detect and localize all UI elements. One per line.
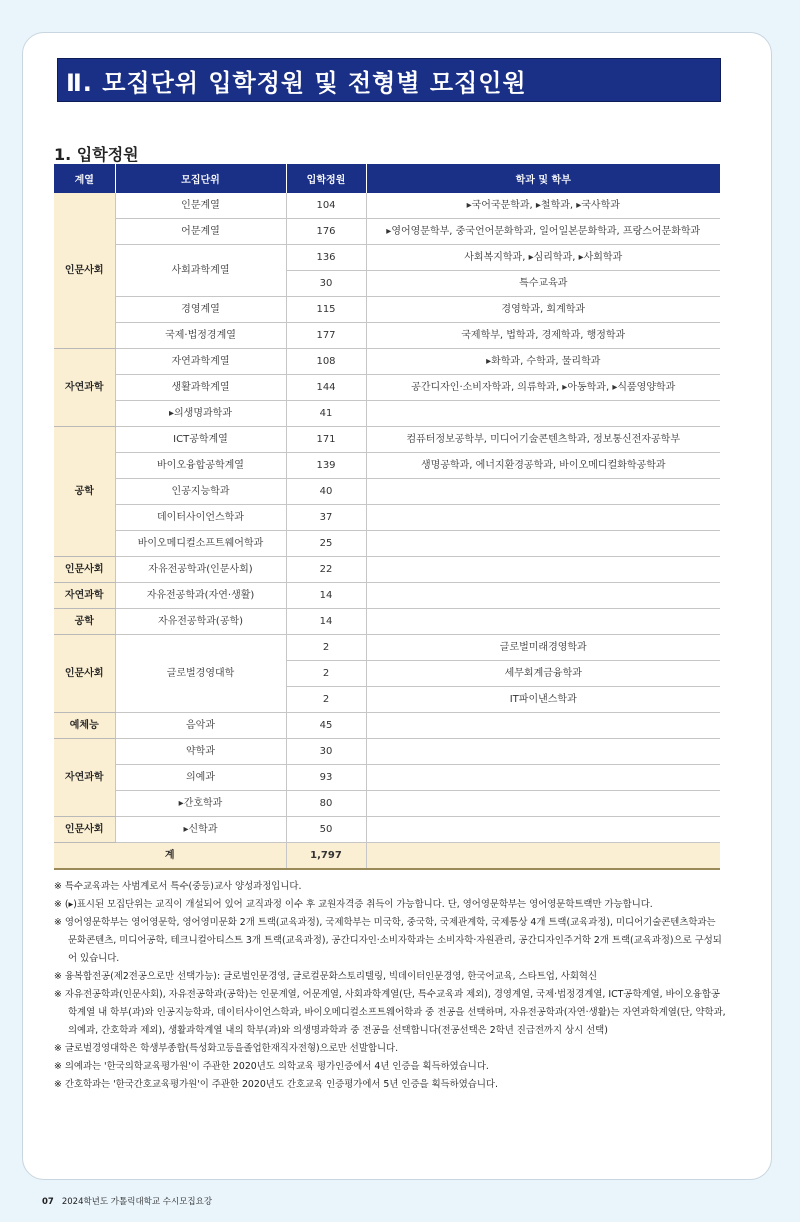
note-item: ※ 융복합전공(제2전공으로만 선택가능): 글로벌인문경영, 글로컬문화스토리텔링, 빅데이터인문경영, 한국어교육, 스타트업, 사회혁신 bbox=[54, 971, 598, 982]
unit-cell: 의예과 bbox=[115, 765, 286, 791]
total-row bbox=[54, 843, 720, 870]
header-cell: 입학정원 bbox=[286, 164, 366, 193]
category-cell: 공학 bbox=[54, 427, 115, 557]
quota-cell: 80 bbox=[286, 791, 366, 817]
quota-cell: 22 bbox=[286, 557, 366, 583]
quota-cell: 171 bbox=[286, 427, 366, 453]
table-row bbox=[54, 739, 720, 765]
note-item: ※ (▸)표시된 모집단위는 교직이 개설되어 있어 교직과정 이수 후 교원자격증 취득이 가능합니다. 단, 영어영문학부는 영어영문학트랙만 가능합니다. bbox=[54, 899, 653, 910]
departments-cell: 생명공학과, 에너지환경공학과, 바이오메디컬화학공학과 bbox=[366, 453, 720, 479]
unit-cell: 어문계열 bbox=[115, 219, 286, 245]
category-cell: 공학 bbox=[54, 609, 115, 635]
departments-cell bbox=[366, 583, 720, 609]
table-row bbox=[54, 453, 720, 479]
quota-cell: 104 bbox=[286, 193, 366, 219]
departments-cell: ▸화학과, 수학과, 물리학과 bbox=[366, 349, 720, 375]
table-row bbox=[54, 583, 720, 609]
table-body bbox=[54, 193, 720, 869]
note-item: ※ 글로벌경영대학은 학생부종합(특성화고등을졸업한재직자전형)으로만 선발합니다. bbox=[54, 1043, 399, 1054]
total-label: 계 bbox=[54, 843, 286, 870]
unit-cell: ▸신학과 bbox=[115, 817, 286, 843]
unit-cell: 바이오융합공학계열 bbox=[115, 453, 286, 479]
departments-cell: ▸영어영문학부, 중국언어문화학과, 일어일본문화학과, 프랑스어문화학과 bbox=[366, 219, 720, 245]
unit-cell: 생활과학계열 bbox=[115, 375, 286, 401]
quota-cell: 40 bbox=[286, 479, 366, 505]
quota-cell: 139 bbox=[286, 453, 366, 479]
departments-cell bbox=[366, 505, 720, 531]
category-cell: 자연과학 bbox=[54, 739, 115, 817]
table-row bbox=[54, 245, 720, 271]
departments-cell bbox=[366, 765, 720, 791]
quota-cell: 93 bbox=[286, 765, 366, 791]
departments-cell: 특수교육과 bbox=[366, 271, 720, 297]
departments-cell bbox=[366, 791, 720, 817]
note-item: ※ 특수교육과는 사범계로서 특수(중등)교사 양성과정입니다. bbox=[54, 881, 302, 892]
quota-cell: 14 bbox=[286, 583, 366, 609]
quota-cell: 50 bbox=[286, 817, 366, 843]
table-row bbox=[54, 297, 720, 323]
table-row bbox=[54, 713, 720, 739]
unit-cell: ICT공학계열 bbox=[115, 427, 286, 453]
category-cell: 인문사회 bbox=[54, 557, 115, 583]
table-row bbox=[54, 817, 720, 843]
quota-cell: 2 bbox=[286, 661, 366, 687]
note-item: ※ 자유전공학과(인문사회), 자유전공학과(공학)는 인문계열, 어문계열, 사회과학계열(단, 특수교육과 제외), 경영계열, 국제·법정경계열, ICT공학계열, 바이오융합공학계열 내 학부(과)와 인공지능학과, 데이터사이언스학과, 바이오메디컬소프트웨어학과 중 전공을 선택하며, 자유전공학과(자연·생활)는 자연과학계열(단, 약학과, 의예과, 간호학과 제외), 생활과학계열 내의 학부(과)와 의생명과학과 중 전공을 선택합니다(전공선택은 2학년 진급전까지 상시 선택) bbox=[54, 989, 726, 1036]
category-cell: 예체능 bbox=[54, 713, 115, 739]
table-row bbox=[54, 791, 720, 817]
departments-cell bbox=[366, 817, 720, 843]
table-row bbox=[54, 609, 720, 635]
unit-cell: 인문계열 bbox=[115, 193, 286, 219]
header-cell: 학과 및 학부 bbox=[366, 164, 720, 193]
chapter-title-bar bbox=[57, 58, 721, 102]
quota-cell: 108 bbox=[286, 349, 366, 375]
departments-cell bbox=[366, 557, 720, 583]
quota-cell: 30 bbox=[286, 271, 366, 297]
category-cell: 인문사회 bbox=[54, 635, 115, 713]
departments-cell bbox=[366, 401, 720, 427]
unit-cell: 경영계열 bbox=[115, 297, 286, 323]
unit-cell: 글로벌경영대학 bbox=[115, 635, 286, 713]
departments-cell bbox=[366, 531, 720, 557]
total-empty-cell bbox=[366, 843, 720, 870]
category-cell: 인문사회 bbox=[54, 817, 115, 843]
departments-cell: 사회복지학과, ▸심리학과, ▸사회학과 bbox=[366, 245, 720, 271]
unit-cell: 자유전공학과(인문사회) bbox=[115, 557, 286, 583]
page-number: 07 bbox=[42, 1197, 54, 1207]
table-row bbox=[54, 765, 720, 791]
table-row bbox=[54, 193, 720, 219]
notes-block bbox=[54, 878, 726, 1094]
quota-cell: 136 bbox=[286, 245, 366, 271]
table-row bbox=[54, 531, 720, 557]
note-item: ※ 간호학과는 '한국간호교육평가원'이 주관한 2020년도 간호교육 인증평가에서 5년 인증을 획득하였습니다. bbox=[54, 1079, 498, 1090]
header-cell: 계열 bbox=[54, 164, 115, 193]
table-row bbox=[54, 635, 720, 661]
quota-cell: 30 bbox=[286, 739, 366, 765]
section-heading: 1. 입학정원 bbox=[54, 145, 139, 164]
unit-cell: ▸간호학과 bbox=[115, 791, 286, 817]
table-header-row bbox=[54, 164, 720, 193]
departments-cell: 국제학부, 법학과, 경제학과, 행정학과 bbox=[366, 323, 720, 349]
table-row bbox=[54, 557, 720, 583]
total-value: 1,797 bbox=[286, 843, 366, 870]
table-row bbox=[54, 479, 720, 505]
quota-cell: 144 bbox=[286, 375, 366, 401]
note-item: ※ 의예과는 '한국의학교육평가원'이 주관한 2020년도 의학교육 평가인증에서 4년 인증을 획득하였습니다. bbox=[54, 1061, 489, 1072]
table-row bbox=[54, 219, 720, 245]
category-cell: 자연과학 bbox=[54, 583, 115, 609]
quota-cell: 41 bbox=[286, 401, 366, 427]
table-row bbox=[54, 349, 720, 375]
chapter-title: Ⅱ. 모집단위 입학정원 및 전형별 모집인원 bbox=[66, 68, 527, 97]
unit-cell: 바이오메디컬소프트웨어학과 bbox=[115, 531, 286, 557]
departments-cell: 세무회계금융학과 bbox=[366, 661, 720, 687]
table-row bbox=[54, 505, 720, 531]
unit-cell: ▸의생명과학과 bbox=[115, 401, 286, 427]
unit-cell: 약학과 bbox=[115, 739, 286, 765]
departments-cell: 경영학과, 회계학과 bbox=[366, 297, 720, 323]
unit-cell: 음악과 bbox=[115, 713, 286, 739]
table-row bbox=[54, 375, 720, 401]
quota-cell: 2 bbox=[286, 687, 366, 713]
unit-cell: 사회과학계열 bbox=[115, 245, 286, 297]
quota-cell: 14 bbox=[286, 609, 366, 635]
admission-quota-table bbox=[54, 164, 720, 870]
departments-cell bbox=[366, 479, 720, 505]
page-footer bbox=[42, 1195, 212, 1207]
table-row bbox=[54, 323, 720, 349]
note-item: ※ 영어영문학부는 영어영문학, 영어영미문화 2개 트랙(교육과정), 국제학부는 미국학, 중국학, 국제관계학, 국제통상 4개 트랙(교육과정), 미디어기술콘텐츠학과는 문화콘텐츠, 미디어공학, 테크니컬아티스트 3개 트랙(교육과정), 공간디자인·소비자학과는 소비자학·자원관리, 공간디자인주거학 2개 트랙(교육과정)으로 구성되어 있습니다. bbox=[54, 917, 722, 964]
departments-cell: ▸국어국문학과, ▸철학과, ▸국사학과 bbox=[366, 193, 720, 219]
quota-cell: 115 bbox=[286, 297, 366, 323]
category-cell: 자연과학 bbox=[54, 349, 115, 427]
table-row bbox=[54, 427, 720, 453]
quota-cell: 37 bbox=[286, 505, 366, 531]
departments-cell: 컴퓨터정보공학부, 미디어기술콘텐츠학과, 정보통신전자공학부 bbox=[366, 427, 720, 453]
departments-cell bbox=[366, 739, 720, 765]
departments-cell: 글로벌미래경영학과 bbox=[366, 635, 720, 661]
category-cell: 인문사회 bbox=[54, 193, 115, 349]
departments-cell: IT파이낸스학과 bbox=[366, 687, 720, 713]
unit-cell: 데이터사이언스학과 bbox=[115, 505, 286, 531]
unit-cell: 인공지능학과 bbox=[115, 479, 286, 505]
quota-cell: 45 bbox=[286, 713, 366, 739]
footer-text: 2024학년도 가톨릭대학교 수시모집요강 bbox=[61, 1197, 213, 1207]
table-row bbox=[54, 401, 720, 427]
quota-cell: 177 bbox=[286, 323, 366, 349]
departments-cell bbox=[366, 713, 720, 739]
quota-cell: 25 bbox=[286, 531, 366, 557]
unit-cell: 자유전공학과(자연·생활) bbox=[115, 583, 286, 609]
departments-cell bbox=[366, 609, 720, 635]
quota-cell: 176 bbox=[286, 219, 366, 245]
unit-cell: 자연과학계열 bbox=[115, 349, 286, 375]
header-cell: 모집단위 bbox=[115, 164, 286, 193]
quota-cell: 2 bbox=[286, 635, 366, 661]
unit-cell: 자유전공학과(공학) bbox=[115, 609, 286, 635]
departments-cell: 공간디자인·소비자학과, 의류학과, ▸아동학과, ▸식품영양학과 bbox=[366, 375, 720, 401]
unit-cell: 국제·법정경계열 bbox=[115, 323, 286, 349]
